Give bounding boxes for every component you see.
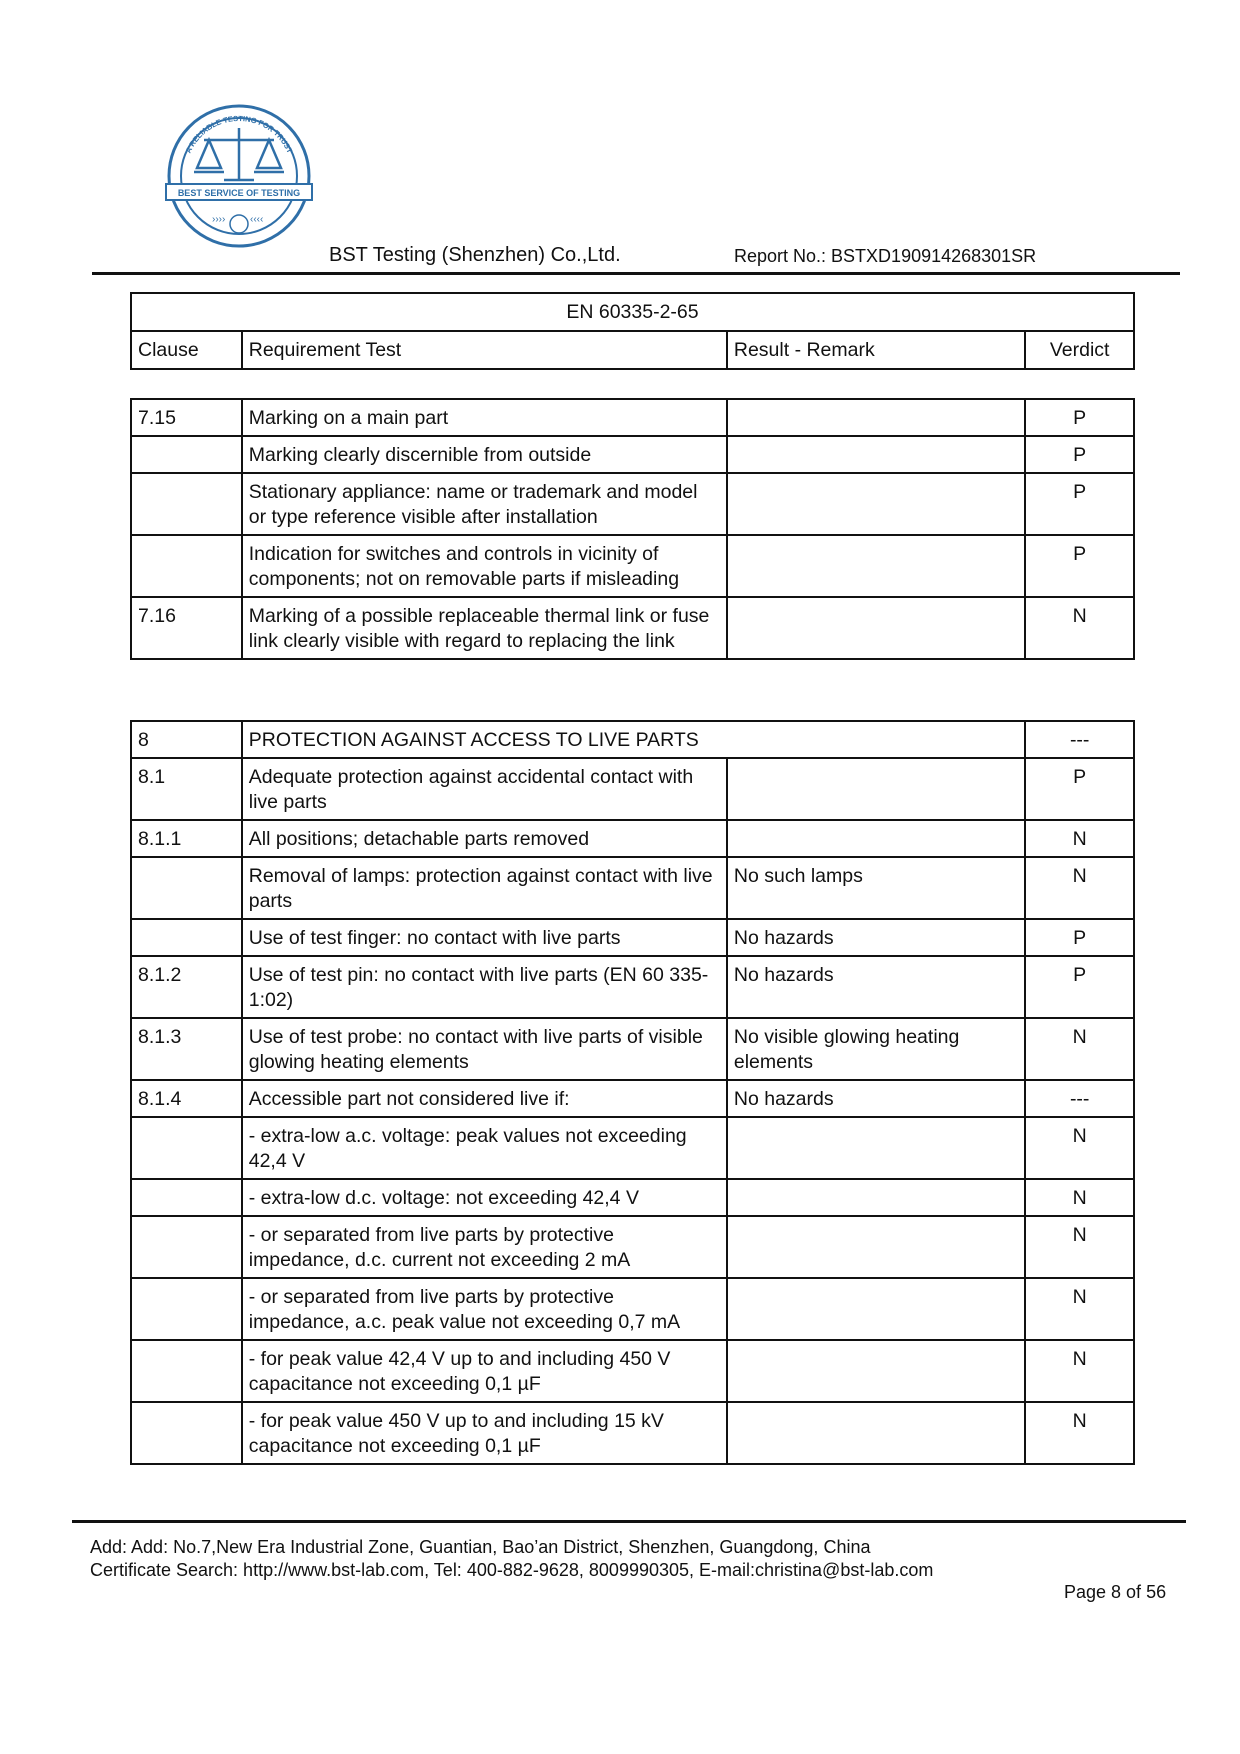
table-row [131,857,1134,919]
requirement-cell: - for peak value 42,4 V up to and including 450 V capacitance not exceeding 0,1 µF [242,1340,727,1402]
table-row [131,1179,1134,1216]
logo-ring-text: A RELIABLE TESTING FOR TRUST [183,113,295,155]
logo-band-text: BEST SERVICE OF TESTING [177,188,301,198]
verdict-cell: P [1025,758,1134,820]
verdict-cell: --- [1025,721,1134,758]
result-cell [727,436,1025,473]
verdict-cell: N [1025,1402,1134,1464]
verdict-cell: N [1025,1179,1134,1216]
requirement-cell: - or separated from live parts by protective impedance, a.c. peak value not exceeding 0,7 mA [242,1278,727,1340]
verdict-cell: --- [1025,1080,1134,1117]
table-row [131,1080,1134,1117]
verdict-cell: P [1025,473,1134,535]
footer-divider [72,1520,1186,1523]
table-row [131,1018,1134,1080]
column-header-result: Result - Remark [727,331,1025,369]
clause-cell [131,919,242,956]
table-row [131,597,1134,659]
requirement-cell: Marking of a possible replaceable thermal link or fuse link clearly visible with regard to replacing the link [242,597,727,659]
result-cell [727,597,1025,659]
clause-cell: 8.1.1 [131,820,242,857]
clause-cell [131,535,242,597]
result-cell [727,399,1025,436]
marking-section-table [130,398,1135,660]
verdict-cell: P [1025,956,1134,1018]
requirement-cell: Indication for switches and controls in vicinity of components; not on removable parts if misleading [242,535,727,597]
result-cell [727,820,1025,857]
verdict-cell: N [1025,1216,1134,1278]
result-cell: No visible glowing heating elements [727,1018,1025,1080]
table-row [131,1340,1134,1402]
table-row [131,1278,1134,1340]
table-row [131,1216,1134,1278]
clause-cell: 7.16 [131,597,242,659]
clause-cell: 8.1.4 [131,1080,242,1117]
footer-contact: Certificate Search: http://www.bst-lab.com, Tel: 400-882-9628, 8009990305, E-mail:christina@bst-lab.com [90,1560,934,1580]
requirement-cell: All positions; detachable parts removed [242,820,727,857]
requirement-cell: - for peak value 450 V up to and including 15 kV capacitance not exceeding 0,1 µF [242,1402,727,1464]
table-row [131,758,1134,820]
verdict-cell: N [1025,1278,1134,1340]
clause-cell [131,1402,242,1464]
clause-cell: 8.1 [131,758,242,820]
scales-icon [194,128,284,180]
verdict-cell: N [1025,857,1134,919]
page-number: Page 8 of 56 [1064,1582,1167,1602]
column-header-verdict: Verdict [1025,331,1134,369]
table-row [131,956,1134,1018]
footer-address: Add: Add: No.7,New Era Industrial Zone, Guantian, Bao’an District, Shenzhen, Guangdong, China [90,1537,871,1557]
section-heading: PROTECTION AGAINST ACCESS TO LIVE PARTS [242,721,1026,758]
requirement-cell: Use of test probe: no contact with live parts of visible glowing heating elements [242,1018,727,1080]
requirement-cell: Use of test pin: no contact with live parts (EN 60 335-1:02) [242,956,727,1018]
requirement-cell: Adequate protection against accidental contact with live parts [242,758,727,820]
table-row [131,473,1134,535]
verdict-cell: N [1025,1340,1134,1402]
result-cell [727,1278,1025,1340]
table-row [131,820,1134,857]
report-header-table [130,292,1135,370]
table-row [131,535,1134,597]
result-cell [727,1117,1025,1179]
result-cell [727,1216,1025,1278]
clause-cell: 8.1.3 [131,1018,242,1080]
clause-cell [131,1340,242,1402]
result-cell: No hazards [727,956,1025,1018]
footer-contact-block [90,1536,933,1582]
column-header-requirement: Requirement Test [242,331,727,369]
result-cell [727,473,1025,535]
result-cell: No such lamps [727,857,1025,919]
live-parts-section-table [130,720,1135,1465]
result-cell: No hazards [727,1080,1025,1117]
company-logo [164,104,314,256]
clause-cell [131,436,242,473]
verdict-cell: N [1025,1018,1134,1080]
column-header-clause: Clause [131,331,242,369]
requirement-cell: Use of test finger: no contact with live parts [242,919,727,956]
table-row [131,1117,1134,1179]
verdict-cell: N [1025,820,1134,857]
requirement-cell: - extra-low a.c. voltage: peak values not exceeding 42,4 V [242,1117,727,1179]
standard-title: EN 60335-2-65 [131,293,1134,331]
clause-cell [131,473,242,535]
verdict-cell: N [1025,597,1134,659]
verdict-cell: N [1025,1117,1134,1179]
result-cell [727,758,1025,820]
report-number: Report No.: BSTXD190914268301SR [734,246,1037,266]
logo-arrows-left: ›››› [212,214,226,225]
company-name: BST Testing (Shenzhen) Co.,Ltd. [329,244,621,266]
header-divider [92,272,1180,275]
section-heading-row [131,721,1134,758]
clause-cell: 7.15 [131,399,242,436]
result-cell [727,535,1025,597]
verdict-cell: P [1025,436,1134,473]
clause-cell: 8.1.2 [131,956,242,1018]
table-row [131,399,1134,436]
result-cell [727,1179,1025,1216]
verdict-cell: P [1025,919,1134,956]
requirement-cell: Accessible part not considered live if: [242,1080,727,1117]
logo-arrows-right: ‹‹‹‹ [250,214,264,225]
clause-cell: 8 [131,721,242,758]
requirement-cell: Stationary appliance: name or trademark and model or type reference visible after installation [242,473,727,535]
requirement-cell: - or separated from live parts by protective impedance, d.c. current not exceeding 2 mA [242,1216,727,1278]
table-row [131,1402,1134,1464]
clause-cell [131,857,242,919]
requirement-cell: - extra-low d.c. voltage: not exceeding 42,4 V [242,1179,727,1216]
result-cell [727,1402,1025,1464]
result-cell: No hazards [727,919,1025,956]
clause-cell [131,1216,242,1278]
verdict-cell: P [1025,535,1134,597]
requirement-cell: Marking on a main part [242,399,727,436]
verdict-cell: P [1025,399,1134,436]
result-cell [727,1340,1025,1402]
clause-cell [131,1117,242,1179]
table-row [131,436,1134,473]
clause-cell [131,1179,242,1216]
clause-cell [131,1278,242,1340]
requirement-cell: Removal of lamps: protection against contact with live parts [242,857,727,919]
requirement-cell: Marking clearly discernible from outside [242,436,727,473]
table-row [131,919,1134,956]
